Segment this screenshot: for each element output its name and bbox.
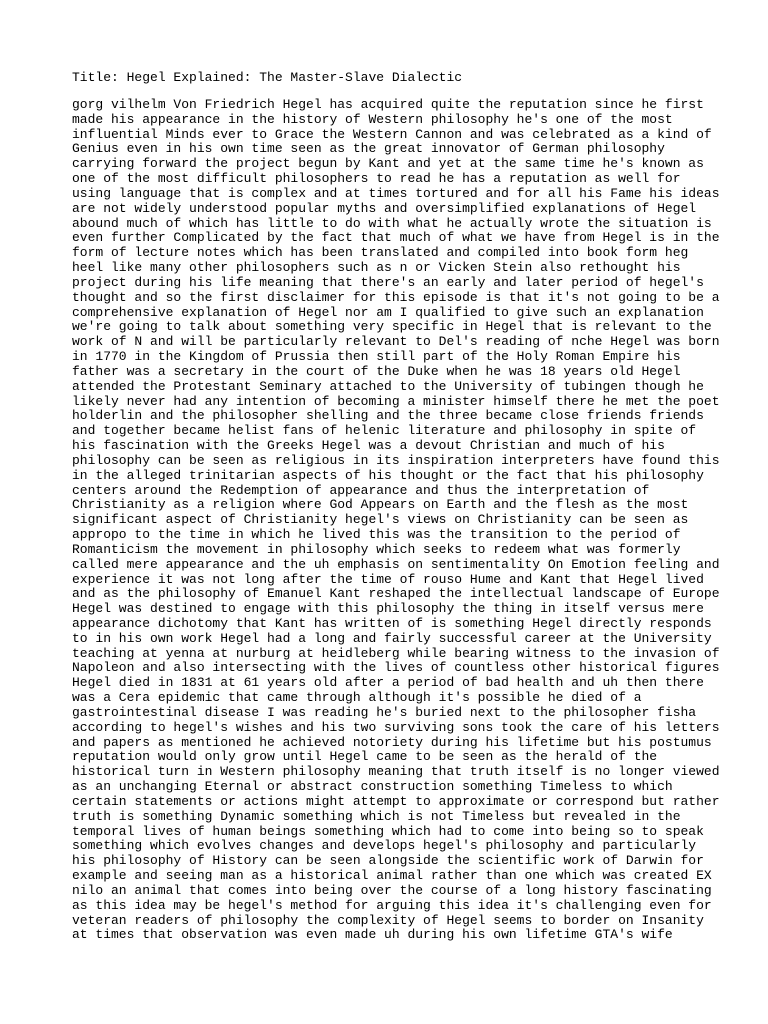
body-text-line: centers around the Redemption of appearance and thus the interpretation of [72, 482, 650, 498]
body-text-line: philosophy can be seen as religious in its inspiration interpreters have found this [72, 452, 720, 468]
body-text-line: father was a secretary in the court of the Duke when he was 18 years old Hegel [72, 363, 681, 379]
body-text-line: truth is something Dynamic something which is not Timeless but revealed in the [72, 808, 681, 824]
body-text-line: one of the most difficult philosophers to read he has a reputation as well for [72, 171, 681, 187]
body-text-line: likely never had any intention of becoming a minister himself there he met the poet [72, 393, 720, 409]
body-text-line: Romanticism the movement in philosophy which seeks to redeem what was formerly [72, 541, 681, 557]
body-text-line: gorg vilhelm Von Friedrich Hegel has acquired quite the reputation since he first [72, 97, 704, 112]
body-text-line: example and seeing man as a historical animal rather than one which was created EX [72, 868, 712, 884]
body-text-line: gastrointestinal disease I was reading he's buried next to the philosopher fisha [72, 704, 697, 720]
body-text-line: comprehensive explanation of Hegel nor am I qualified to give such an explanation [72, 304, 704, 320]
body-text-line: work of N and will be particularly relevant to Del's reading of nche Hegel was born [72, 334, 720, 350]
body-text-line: teaching at yenna at nurburg at heidleberg while bearing witness to the invasion of [72, 645, 720, 661]
body-text-line: in 1770 in the Kingdom of Prussia then still part of the Holy Roman Empire his [72, 349, 681, 365]
body-text-line: we're going to talk about something very specific in Hegel that is relevant to the [72, 319, 712, 335]
body-text-line: was a Cera epidemic that came through although it's possible he died of a [72, 690, 642, 706]
body-text-line: to in his own work Hegel had a long and fairly successful career at the University [72, 630, 712, 646]
body-text-line: holderlin and the philosopher shelling and the three became close friends friends [72, 408, 704, 424]
body-text-line: appearance dichotomy that Kant has written of is something Hegel directly responds [72, 615, 712, 631]
body-text-line: thought and so the first disclaimer for this episode is that it's not going to be a [72, 289, 720, 305]
body-text-line: and as the philosophy of Emanuel Kant reshaped the intellectual landscape of Europe [72, 586, 720, 602]
body-text-line: and papers as mentioned he achieved notoriety during his lifetime but his postumus [72, 734, 712, 750]
body-text-line: temporal lives of human beings something which had to come into being so to speak [72, 823, 704, 839]
body-text-line: according to hegel's wishes and his two surviving sons took the care of his letters [72, 719, 720, 735]
document-title: Title: Hegel Explained: The Master-Slave Dialectic [72, 70, 463, 85]
body-text-line: experience it was not long after the time of rouso Hume and Kant that Hegel lived [72, 571, 704, 587]
body-text-line: even further Complicated by the fact that much of what we have from Hegel is in the [72, 230, 720, 246]
body-text-line: and together became helist fans of helenic literature and philosophy in spite of [72, 423, 697, 439]
body-text-line: his philosophy of History can be seen alongside the scientific work of Darwin for [72, 853, 704, 869]
body-text-line: Christianity as a religion where God Appears on Earth and the flesh as the most [72, 497, 689, 513]
body-text-line: heel like many other philosophers such as n or Vicken Stein also rethought his [72, 260, 681, 276]
body-text-line: carrying forward the project begun by Kant and yet at the same time he's known as [72, 156, 704, 172]
body-text-line: appropo to the time in which he lived this was the transition to the period of [72, 527, 681, 543]
body-text-line: Genius even in his own time seen as the great innovator of German philosophy [72, 141, 665, 157]
body-text-line: using language that is complex and at times tortured and for all his Fame his ideas [72, 185, 720, 201]
body-text-line: as an unchanging Eternal or abstract construction something Timeless to which [72, 779, 673, 795]
body-text-line: his fascination with the Greeks Hegel was a devout Christian and much of his [72, 438, 665, 454]
body-text-line: significant aspect of Christianity hegel's views on Christianity can be seen as [72, 512, 689, 528]
body-text-line: attended the Protestant Seminary attached to the University of tubingen though he [72, 378, 704, 394]
body-text-line: Hegel was destined to engage with this philosophy the thing in itself versus mere [72, 601, 704, 617]
body-text-line: made his appearance in the history of Western philosophy he's one of the most [72, 111, 673, 127]
body-text-line: something which evolves changes and develops hegel's philosophy and particularly [72, 838, 697, 854]
body-text-line: at times that observation was even made uh during his own lifetime GTA's wife [72, 927, 673, 943]
document-page [72, 70, 720, 943]
body-text-line: in the alleged trinitarian aspects of his thought or the fact that his philosophy [72, 467, 704, 483]
body-text-line: veteran readers of philosophy the complexity of Hegel seems to border on Insanity [72, 912, 704, 928]
document-body [72, 97, 720, 943]
body-text-line: influential Minds ever to Grace the Western Cannon and was celebrated as a kind of [72, 126, 712, 142]
body-text-line: Napoleon and also intersecting with the lives of countless other historical figures [72, 660, 720, 676]
body-text-line: Hegel died in 1831 at 61 years old after a period of bad health and uh then there [72, 675, 704, 691]
body-text-line: certain statements or actions might attempt to approximate or correspond but rather [72, 793, 720, 809]
body-text-line: historical turn in Western philosophy meaning that truth itself is no longer viewed [72, 764, 720, 780]
body-text-line: as this idea may be hegel's method for arguing this idea it's challenging even for [72, 897, 712, 913]
body-text-line: called mere appearance and the uh emphasis on sentimentality On Emotion feeling and [72, 556, 720, 572]
body-text-line: reputation would only grow until Hegel came to be seen as the herald of the [72, 749, 658, 765]
body-text-line: are not widely understood popular myths and oversimplified explanations of Hegel [72, 200, 697, 216]
body-text-line: abound much of which has little to do with what he actually wrote the situation is [72, 215, 712, 231]
body-text-line: form of lecture notes which has been translated and compiled into book form heg [72, 245, 689, 261]
body-text-line: project during his life meaning that there's an early and later period of hegel's [72, 274, 704, 290]
body-text-line: nilo an animal that comes into being over the course of a long history fascinating [72, 882, 712, 898]
